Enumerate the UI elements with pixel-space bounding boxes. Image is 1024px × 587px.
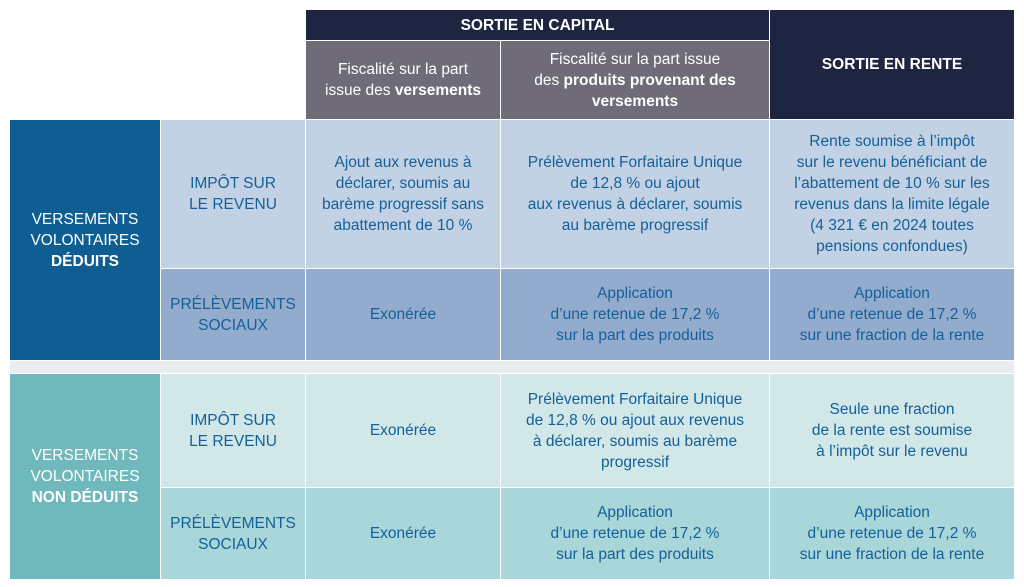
cell-versements-prelevements-deduits: Exonérée [306,269,500,360]
cell-rente-prelevements-deduits: Application d’une retenue de 17,2 % sur une fraction de la rente [770,269,1014,360]
row-label-prelevements-deduits: PRÉLÈVEMENTS SOCIAUX [161,269,305,360]
cell-versements-impot-deduits: Ajout aux revenus à déclarer, soumis au barème progressif sans abattement de 10 % [306,120,500,268]
cell-rente-impot-non-deduits: Seule une fraction de la rente est soumise à l’impôt sur le revenu [770,374,1014,487]
cell-rente-prelevements-non-deduits: Application d’une retenue de 17,2 % sur une fraction de la rente [770,488,1014,579]
row-label-impot-deduits: IMPÔT SUR LE REVENU [161,120,305,268]
col-produits-line1: Fiscalité sur la part issue [549,50,721,68]
col-versements-line1: Fiscalité sur la part [337,61,469,78]
col-produits-line3: versements [591,92,679,110]
cell-versements-impot-non-deduits: Exonérée [306,374,500,487]
header-col-produits [501,41,769,119]
cell-produits-impot-non-deduits: Prélèvement Forfaitaire Unique de 12,8 % ou ajout aux revenus à déclarer, soumis au barème progressif [501,374,769,487]
group-label-deduits: VERSEMENTS VOLONTAIRES DÉDUITS [10,120,160,360]
group-separator [10,361,1014,373]
row-label-impot-non-deduits: IMPÔT SUR LE REVENU [161,374,305,487]
col-produits-line2: des produits provenant des [534,71,736,89]
cell-rente-impot-deduits: Rente soumise à l’impôt sur le revenu bénéficiant de l’abattement de 10 % sur les revenus dans la limite légale (4 321 € en 2024 toutes pensions confondues) [770,120,1014,268]
cell-versements-prelevements-non-deduits: Exonérée [306,488,500,579]
cell-produits-prelevements-non-deduits: Application d’une retenue de 17,2 % sur la part des produits [501,488,769,579]
group-label-non-deduits: VERSEMENTS VOLONTAIRES NON DÉDUITS [10,374,160,579]
header-sortie-capital [306,10,769,40]
cell-produits-impot-deduits: Prélèvement Forfaitaire Unique de 12,8 % ou ajout aux revenus à déclarer, soumis au barème progressif [501,120,769,268]
header-sortie-rente [770,10,1014,119]
col-versements-line2: issue des versements [325,82,481,99]
sortie-capital-title: SORTIE EN CAPITAL [460,16,615,34]
row-label-prelevements-non-deduits: PRÉLÈVEMENTS SOCIAUX [161,488,305,579]
cell-produits-prelevements-deduits: Application d’une retenue de 17,2 % sur la part des produits [501,269,769,360]
sortie-rente-title: SORTIE EN RENTE [821,56,963,73]
header-col-versements [306,41,500,119]
